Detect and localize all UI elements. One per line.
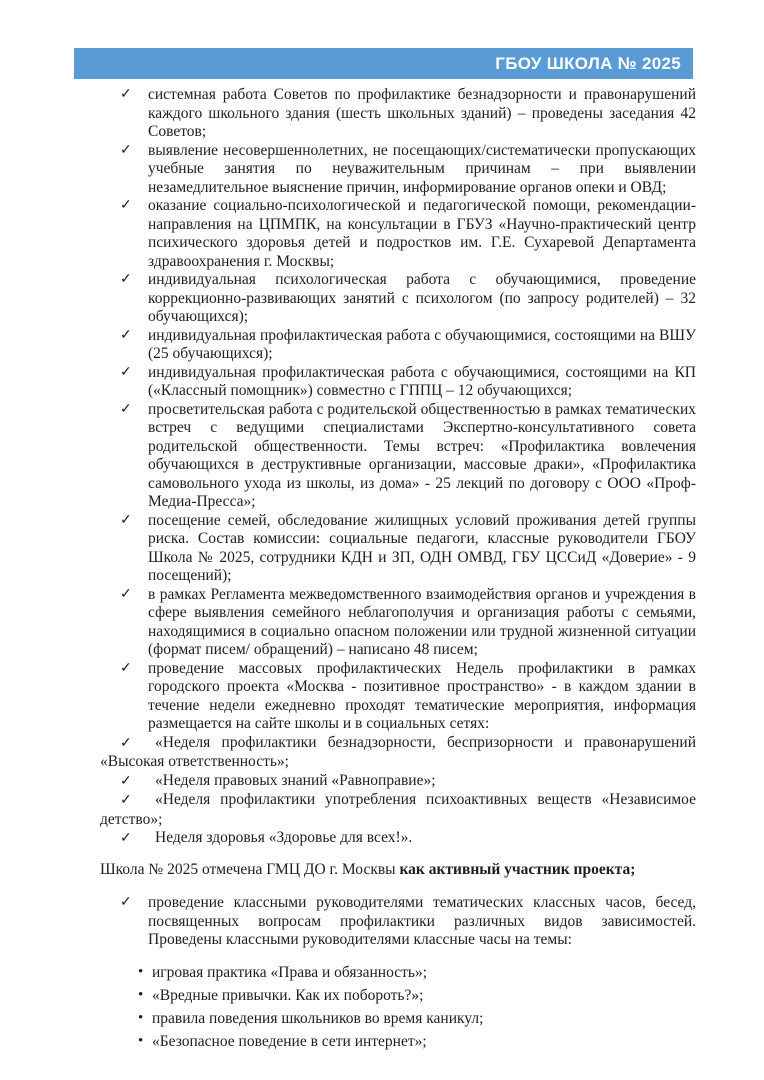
check-item-text: системная работа Советов по профилактике безнадзорности и правонарушений каждого школьного здания (шесть школьных зданий) – проведены заседания 42 Советов; [148,86,696,140]
week-list-item [100,734,696,772]
checkmark-icon: ✓ [120,401,132,417]
checkmark-icon: ✓ [120,327,132,343]
check-list-item [100,401,696,512]
check-list-item [100,86,696,142]
check-list-item [100,364,696,401]
week-list-item [100,829,696,849]
check-list-item [100,512,696,586]
topic-item-text: правила поведения школьников во время каникул; [152,1009,484,1027]
topic-item-text: «Вредные привычки. Как их побороть?»; [152,986,424,1004]
check-item-text: оказание социально-психологической и педагогической помощи, рекомендации-направления на ЦПМПК, на консультации в ГБУЗ «Научно-практический центр психического здоровья детей и подростков им. Г.Е. Сухаревой Департамента здравоохранения г. Москвы; [148,197,696,270]
checkmark-icon: ✓ [120,364,132,380]
check-item-text: выявление несовершеннолетних, не посещающих/систематически пропускающих учебные занятия по неуважительным причинам – при выявлении незамедлительное выяснение причин, информирование органов опеки и ОВД; [148,141,696,196]
checkmark-icon: ✓ [120,831,132,846]
bullet-dot-icon: • [138,963,144,980]
header-bar [74,48,693,79]
check-item-text: индивидуальная психологическая работа с обучающимися, проведение коррекционно-развивающих занятий с психологом (по запросу родителей) – 32 обучающихся); [148,271,696,325]
checkmark-icon: ✓ [120,142,132,158]
check-item-text: проведение массовых профилактических Недель профилактики в рамках городского проекта «Москва - позитивное пространство» - в каждом здании в течение недели ежедневно проходят тематические мероприятия, информация размещается на сайте школы и в социальных сетях: [148,659,696,732]
topic-item-text: игровая практика «Права и обязанность»; [152,963,428,981]
bullet-dot-icon: • [138,1032,144,1049]
check-list-item [100,142,696,198]
check-list-item [100,271,696,327]
week-item-text: «Неделя правовых знаний «Равноправие»; [155,771,436,789]
check-list-item [100,327,696,364]
checkmark-icon: ✓ [120,198,132,213]
check-list-item [100,894,696,950]
week-item-text: «Неделя профилактики безнадзорности, беспризорности и правонарушений «Высокая ответственность»; [100,733,696,770]
note-paragraph [100,861,696,880]
check-item-text: индивидуальная профилактическая работа с обучающимися, состоящими на КП («Классный помощник») совместно с ГППЦ – 12 обучающихся; [148,363,696,399]
week-list-item [100,772,696,792]
check-item-text: просветительская работа с родительской общественностью в рамках тематических встреч с ведущими специалистами Экспертно-консультативного совета родительской общественности. Темы встреч: «Профилактика вовлечения обучающихся в деструктивные организации, массовые драки», «Профилактика самовольного ухода из школы, из дома» - 25 лекций по договору с ООО «Проф-Медиа-Пресса»; [148,400,696,510]
bullet-dot-icon: • [138,986,144,1003]
topic-list-item [100,1010,696,1029]
checkmark-icon: ✓ [120,272,132,287]
checkmark-icon: ✓ [120,87,132,102]
document-content [100,86,696,1056]
week-item-text: «Неделя профилактики употребления психоактивных веществ «Независимое детство»; [100,791,696,828]
checkmark-icon: ✓ [120,586,132,602]
week-list-item [100,791,696,829]
check-list-item [100,197,696,271]
check-item-text: индивидуальная профилактическая работа с обучающимися, состоящими на ВШУ (25 обучающихся); [148,326,696,362]
topic-list-item [100,987,696,1006]
checkmark-icon: ✓ [120,773,132,789]
topic-list-item [100,1033,696,1052]
topic-item-text: «Безопасное поведение в сети интернет»; [152,1032,427,1050]
checkmark-icon: ✓ [120,793,132,808]
checkmark-icon: ✓ [120,660,132,676]
topic-list-item [100,964,696,983]
note-text-normal: Школа № 2025 отмечена ГМЦ ДО г. Москвы [100,860,400,878]
check-list-item [100,660,696,734]
check-item-text: проведение классными руководителями тематических классных часов, бесед, посвященных вопросам профилактики различных видов зависимостей. Проведены классными руководителями классные часы на темы: [148,894,696,948]
bullet-dot-icon: • [138,1009,144,1026]
checkmark-icon: ✓ [120,512,132,528]
check-list-item [100,586,696,660]
page-title: ГБОУ ШКОЛА № 2025 [495,53,681,73]
checkmark-icon: ✓ [120,735,132,751]
checkmark-icon: ✓ [120,895,132,910]
week-item-text: Неделя здоровья «Здоровье для всех!». [155,829,413,846]
topics-list [100,964,696,1052]
note-text-bold: как активный участник проекта; [399,860,636,878]
check-item-text: посещение семей, обследование жилищных условий проживания детей группы риска. Состав комиссии: социальные педагоги, классные руководители ГБОУ Школа № 2025, сотрудники КДН и ЗП, ОДН ОМВД, ГБУ ЦССиД «Доверие» - 9 посещений); [148,511,696,584]
check-item-text: в рамках Регламента межведомственного взаимодействия органов и учреждения в сфере выявления семейного неблагополучия и организация работы с семьями, находящимися в социально опасном положении или трудной жизненной ситуации (формат писем/ обращений) – написано 48 писем; [148,585,696,658]
